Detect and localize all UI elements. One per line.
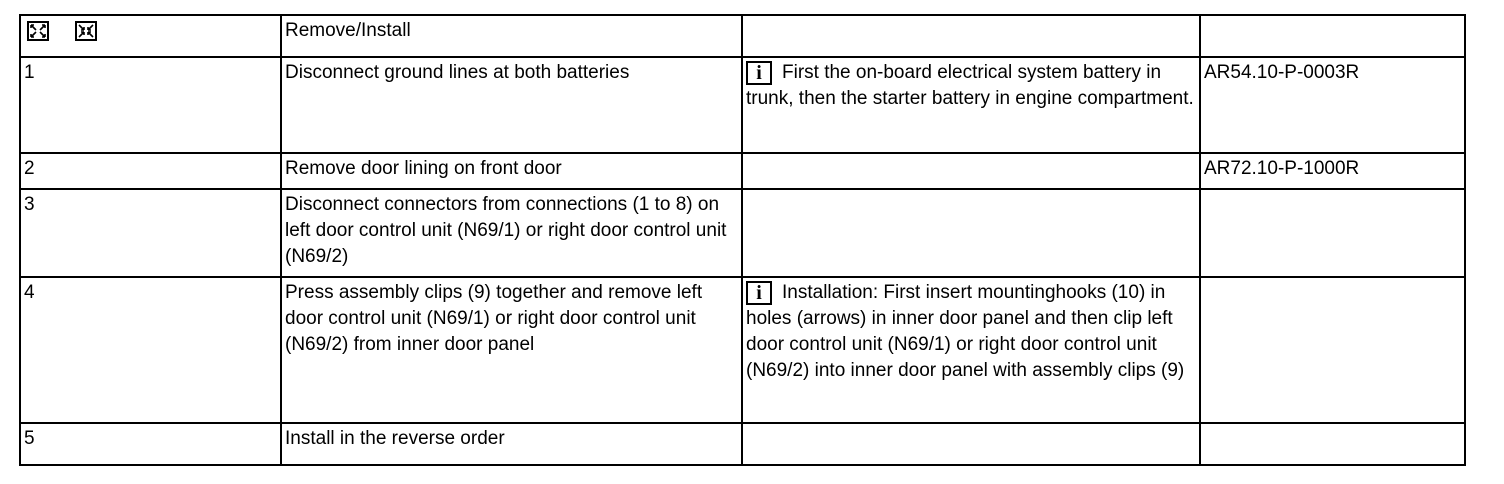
header-note-cell: [742, 15, 1200, 57]
expand-all-icon[interactable]: [27, 21, 49, 41]
note-text: First the on-board electrical system battery in trunk, then the starter battery in engine compartment.: [746, 62, 1194, 109]
table-header-row: [20, 15, 1465, 57]
step-note: [742, 189, 1200, 277]
header-icons-cell: [20, 15, 281, 57]
step-action: Install in the reverse order: [281, 423, 742, 465]
step-action: Press assembly clips (9) together and remove left door control unit (N69/1) or right door control unit (N69/2) from inner door panel: [281, 277, 742, 423]
info-icon: i: [746, 281, 772, 305]
step-number: 3: [20, 189, 281, 277]
step-number: 5: [20, 423, 281, 465]
step-reference: [1200, 423, 1465, 465]
step-number: 1: [20, 57, 281, 153]
step-reference-link[interactable]: AR54.10-P-0003R: [1200, 57, 1465, 153]
table-row: [20, 189, 1465, 277]
step-number: 2: [20, 153, 281, 189]
table-row: [20, 153, 1465, 189]
table-row: [20, 57, 1465, 153]
procedure-table: [19, 14, 1466, 466]
note-text: Installation: First insert mountinghooks (10) in holes (arrows) in inner door panel and then clip left door control unit (N69/1) or right door control unit (N69/2) into inner door panel with assembly clips (9): [746, 282, 1185, 381]
step-note: [742, 57, 1200, 153]
step-reference: [1200, 277, 1465, 423]
step-reference-link[interactable]: AR72.10-P-1000R: [1200, 153, 1465, 189]
step-number: 4: [20, 277, 281, 423]
header-title: Remove/Install: [281, 15, 742, 57]
step-action: Disconnect ground lines at both batteries: [281, 57, 742, 153]
header-reference-cell: [1200, 15, 1465, 57]
table-row: [20, 423, 1465, 465]
step-note: [742, 423, 1200, 465]
info-icon: i: [746, 61, 772, 85]
step-action: Remove door lining on front door: [281, 153, 742, 189]
step-reference: [1200, 189, 1465, 277]
step-action: Disconnect connectors from connections (1 to 8) on left door control unit (N69/1) or right door control unit (N69/2): [281, 189, 742, 277]
table-row: [20, 277, 1465, 423]
collapse-all-icon[interactable]: [75, 21, 97, 41]
step-note: [742, 153, 1200, 189]
step-note: [742, 277, 1200, 423]
